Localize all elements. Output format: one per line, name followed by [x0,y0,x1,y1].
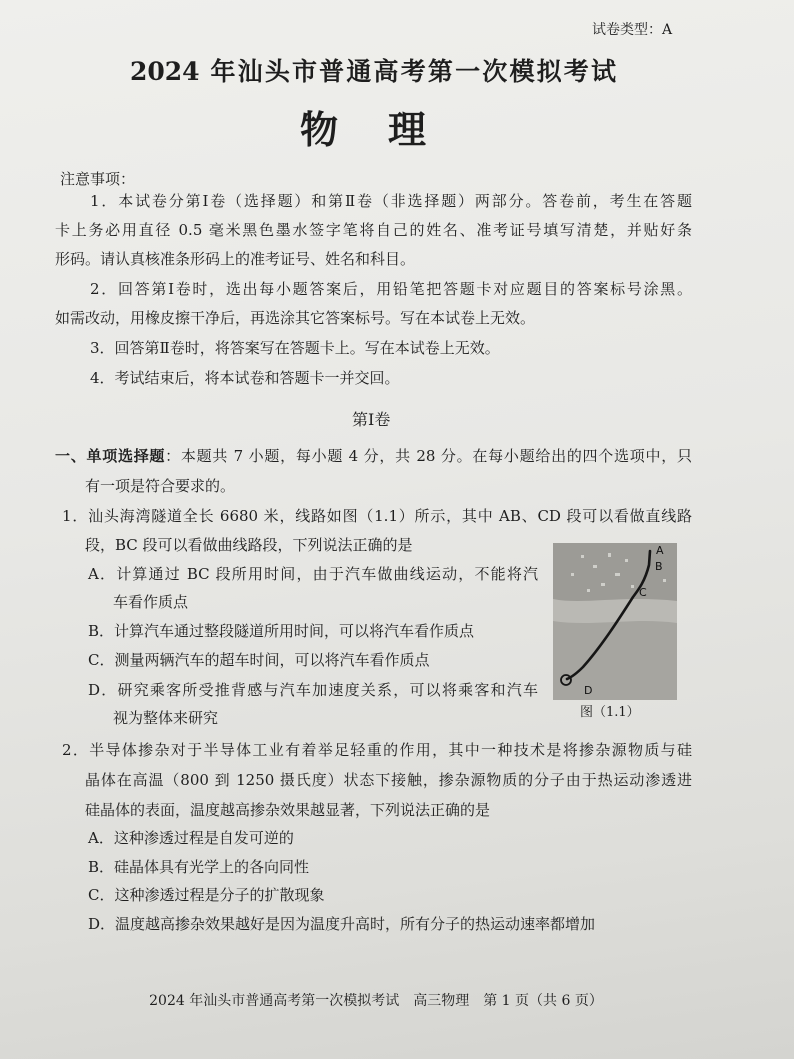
notice-line: 卡上务必用直径 0.5 毫米黑色墨水签字笔将自己的姓名、准考证号填写清楚，并贴好条 [55,221,692,239]
notice-line: 2．回答第Ⅰ卷时，选出每小题答案后，用铅笔把答题卡对应题目的答案标号涂黑。 [90,280,692,298]
notice-line: 形码。请认真核准条形码上的准考证号、姓名和科目。 [55,250,416,268]
exam-title: 2024 年汕头市普通高考第一次模拟考试 [130,57,616,86]
question-2-stem: 硅晶体的表面，温度越高掺杂效果越显著，下列说法正确的是 [85,801,491,819]
point-d-label: D [584,684,593,697]
question-1-stem: 段，BC 段可以看做曲线路段，下列说法正确的是 [85,536,413,554]
question-1-option-c: C．测量两辆汽车的超车时间，可以将汽车看作质点 [88,651,430,669]
part-one-prefix: 一、 [55,447,87,465]
question-1-option-d: 视为整体来研究 [113,709,219,727]
question-1-option-a: A．计算通过 BC 段所用时间，由于汽车做曲线运动，不能将汽 [88,565,538,583]
point-c-label: C [639,586,647,599]
question-2-option-b: B．硅晶体具有光学上的各向同性 [88,858,310,876]
question-2-stem: 晶体在高温（800 到 1250 摄氏度）状态下接触，掺杂源物质的分子由于热运动渗透进 [85,771,692,789]
map-water-band [553,599,677,623]
question-2-stem: 2．半导体掺杂对于半导体工业有着举足轻重的作用，其中一种技术是将掺杂源物质与硅 [62,741,692,759]
part-one-rest: ：本题共 7 小题，每小题 4 分，共 28 分。在每小题给出的四个选项中，只 [165,447,692,465]
part-one-instructions [55,446,692,466]
question-1-stem: 1．汕头海湾隧道全长 6680 米，线路如图（1.1）所示，其中 AB、CD 段可以看做直线路 [62,507,692,525]
notice-line: 4．考试结束后，将本试卷和答题卡一并交回。 [90,369,400,387]
subject-title: 物 理 [300,107,426,152]
page-footer: 2024 年汕头市普通高考第一次模拟考试 高三物理 第 1 页（共 6 页） [149,993,603,1009]
notice-line: 1．本试卷分第Ⅰ卷（选择题）和第Ⅱ卷（非选择题）两部分。答卷前，考生在答题 [90,192,692,210]
tunnel-route-figure [553,543,677,700]
question-2-option-a: A．这种渗透过程是自发可逆的 [88,829,294,847]
part-one-label: 单项选择题 [86,447,166,465]
question-2-option-d: D．温度越高掺杂效果越好是因为温度升高时，所有分子的热运动速率都增加 [88,915,596,933]
question-2-option-c: C．这种渗透过程是分子的扩散现象 [88,886,325,904]
notice-line: 3．回答第Ⅱ卷时，将答案写在答题卡上。写在本试卷上无效。 [90,339,500,357]
point-b-label: B [655,560,663,573]
figure-caption: 图（1.1） [580,705,640,720]
section-title: 第Ⅰ卷 [352,410,391,429]
part-one-instructions-cont: 有一项是符合要求的。 [85,477,236,495]
notice-line: 如需改动，用橡皮擦干净后，再选涂其它答案标号。写在本试卷上无效。 [55,309,536,327]
question-1-option-a: 车看作质点 [113,593,189,611]
question-1-option-b: B．计算汽车通过整段隧道所用时间，可以将汽车看作质点 [88,622,475,640]
question-1-option-d: D．研究乘客所受推背感与汽车加速度关系，可以将乘客和汽车 [88,681,538,699]
point-a-label: A [656,544,664,557]
paper-type: 试卷类型：A [592,22,673,38]
notice-heading: 注意事项： [60,170,136,188]
